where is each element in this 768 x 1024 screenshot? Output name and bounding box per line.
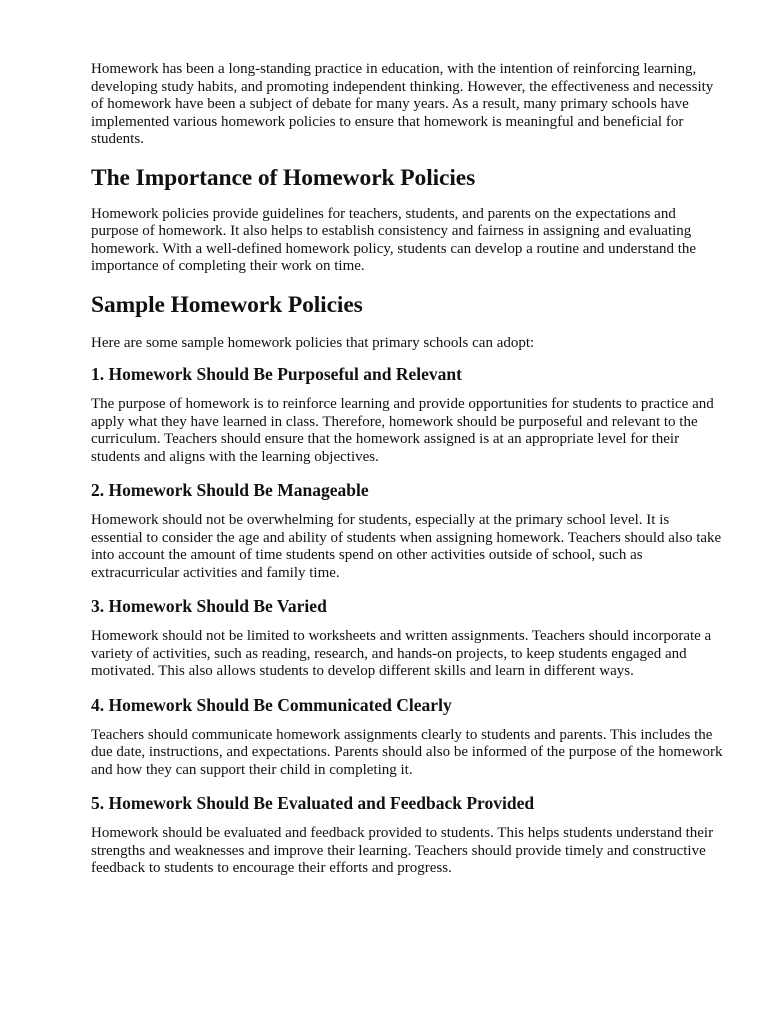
policy-3-heading: 3. Homework Should Be Varied (91, 596, 327, 616)
sample-policies-lead: Here are some sample homework policies that primary schools can adopt: (91, 334, 535, 351)
importance-paragraph: Homework policies provide guidelines for teachers, students, and parents on the expectations and purpose of homework. It also helps to establish consistency and fairness in assigning and evaluating homework. With a well-defined homework policy, students can develop a routine and understand the importance of completing their work on time. (91, 205, 697, 274)
policy-section-1 (91, 364, 723, 466)
policy-section-4 (91, 695, 723, 780)
importance-heading: The Importance of Homework Policies (91, 164, 476, 191)
policy-section-2 (91, 480, 723, 582)
policy-1-paragraph: The purpose of homework is to reinforce learning and provide opportunities for students to practice and apply what they have learned in class. Therefore, homework should be purposeful and relevant to the curriculum. Teachers should ensure that the homework assigned is at an appropriate level for their students and aligns with the learning objectives. (91, 396, 714, 465)
policy-2-heading: 2. Homework Should Be Manageable (91, 480, 369, 500)
policy-2-paragraph: Homework should not be overwhelming for students, especially at the primary school level. It is essential to consider the age and ability of students when assigning homework. Teachers should also take into account the amount of time students spend on other activities outside of school, such as extracurricular activities and family time. (91, 512, 722, 581)
document-page (91, 61, 723, 878)
intro-paragraph: Homework has been a long-standing practice in education, with the intention of reinforcing learning, developing study habits, and promoting independent thinking. However, the effectiveness and necessity of homework have been a subject of debate for many years. As a result, many primary schools have implemented various homework policies to ensure that homework is meaningful and beneficial for students. (91, 61, 714, 147)
policy-section-5 (91, 793, 723, 878)
policy-section-3 (91, 596, 723, 681)
policy-5-heading: 5. Homework Should Be Evaluated and Feedback Provided (91, 793, 535, 813)
policy-4-paragraph: Teachers should communicate homework assignments clearly to students and parents. This includes the due date, instructions, and expectations. Parents should also be informed of the purpose of the homework and how they can support their child in completing it. (91, 726, 723, 778)
policy-4-heading: 4. Homework Should Be Communicated Clearly (91, 694, 452, 715)
policy-5-paragraph: Homework should be evaluated and feedback provided to students. This helps students understand their strengths and weaknesses and improve their learning. Teachers should provide timely and constructive feedback to students to encourage their efforts and progress. (91, 825, 714, 876)
policy-1-heading: 1. Homework Should Be Purposeful and Relevant (91, 364, 462, 384)
sample-policies-heading: Sample Homework Policies (91, 291, 363, 318)
policy-3-paragraph: Homework should not be limited to worksheets and written assignments. Teachers should incorporate a variety of activities, such as reading, research, and hands-on projects, to keep students engaged and motivated. This also allows students to develop different skills and learn in different ways. (91, 628, 712, 679)
